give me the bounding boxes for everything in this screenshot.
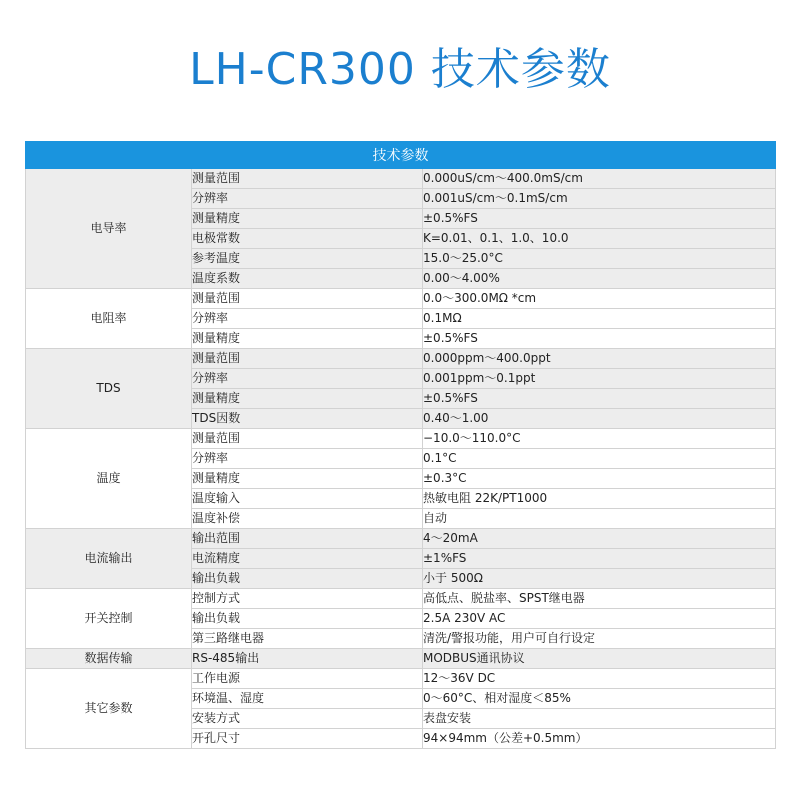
category-cell: 温度	[26, 429, 192, 529]
spec-table	[25, 141, 776, 749]
table-row	[26, 349, 776, 369]
category-cell: 开关控制	[26, 589, 192, 649]
parameter-value: 2.5A 230V AC	[423, 609, 776, 629]
parameter-value: 自动	[423, 509, 776, 529]
parameter-value: 清洗/警报功能，用户可自行设定	[423, 629, 776, 649]
parameter-value: 15.0～25.0°C	[423, 249, 776, 269]
parameter-name: 温度补偿	[192, 509, 423, 529]
page-title: LH-CR300 技术参数	[189, 44, 611, 95]
category-cell: 其它参数	[26, 669, 192, 749]
parameter-name: 分辨率	[192, 189, 423, 209]
parameter-value: 0.1MΩ	[423, 309, 776, 329]
parameter-value: 0.0～300.0MΩ *cm	[423, 289, 776, 309]
parameter-name: 分辨率	[192, 449, 423, 469]
parameter-name: 电极常数	[192, 229, 423, 249]
parameter-name: 温度输入	[192, 489, 423, 509]
parameter-name: 输出负载	[192, 609, 423, 629]
parameter-value: 0.00～4.00%	[423, 269, 776, 289]
parameter-name: 测量精度	[192, 209, 423, 229]
category-cell: 电流输出	[26, 529, 192, 589]
parameter-value: 热敏电阻 22K/PT1000	[423, 489, 776, 509]
table-header: 技术参数	[26, 142, 776, 169]
parameter-name: 测量精度	[192, 469, 423, 489]
parameter-name: 输出范围	[192, 529, 423, 549]
parameter-name: 第三路继电器	[192, 629, 423, 649]
parameter-name: 控制方式	[192, 589, 423, 609]
category-cell: 数据传输	[26, 649, 192, 669]
table-row	[26, 529, 776, 549]
parameter-name: 环境温、湿度	[192, 689, 423, 709]
parameter-value: 0.40～1.00	[423, 409, 776, 429]
table-row	[26, 589, 776, 609]
parameter-name: 开孔尺寸	[192, 729, 423, 749]
parameter-value: 0.1°C	[423, 449, 776, 469]
parameter-value: ±0.5%FS	[423, 209, 776, 229]
category-cell: 电导率	[26, 169, 192, 289]
parameter-value: ±0.3°C	[423, 469, 776, 489]
parameter-value: 4～20mA	[423, 529, 776, 549]
table-row	[26, 169, 776, 189]
parameter-name: 温度系数	[192, 269, 423, 289]
parameter-value: ±0.5%FS	[423, 329, 776, 349]
parameter-name: 电流精度	[192, 549, 423, 569]
parameter-value: MODBUS通讯协议	[423, 649, 776, 669]
parameter-value: 0～60°C、相对湿度＜85%	[423, 689, 776, 709]
spec-table-body	[26, 169, 776, 749]
parameter-value: 0.000ppm～400.0ppt	[423, 349, 776, 369]
parameter-value: 小于 500Ω	[423, 569, 776, 589]
category-cell: 电阻率	[26, 289, 192, 349]
parameter-name: RS-485输出	[192, 649, 423, 669]
parameter-value: 0.001uS/cm～0.1mS/cm	[423, 189, 776, 209]
parameter-name: 测量精度	[192, 329, 423, 349]
parameter-value: 高低点、脱盐率、SPST继电器	[423, 589, 776, 609]
parameter-value: 表盘安装	[423, 709, 776, 729]
parameter-value: 94×94mm（公差+0.5mm）	[423, 729, 776, 749]
parameter-name: 安装方式	[192, 709, 423, 729]
parameter-name: 分辨率	[192, 309, 423, 329]
table-row	[26, 669, 776, 689]
category-cell: TDS	[26, 349, 192, 429]
parameter-name: 测量范围	[192, 289, 423, 309]
parameter-value: 0.000uS/cm～400.0mS/cm	[423, 169, 776, 189]
parameter-name: 测量范围	[192, 169, 423, 189]
parameter-name: TDS因数	[192, 409, 423, 429]
parameter-value: ±1%FS	[423, 549, 776, 569]
parameter-value: ±0.5%FS	[423, 389, 776, 409]
parameter-value: 0.001ppm～0.1ppt	[423, 369, 776, 389]
parameter-name: 测量范围	[192, 349, 423, 369]
parameter-value: −10.0～110.0°C	[423, 429, 776, 449]
parameter-name: 测量精度	[192, 389, 423, 409]
parameter-name: 输出负载	[192, 569, 423, 589]
table-row	[26, 649, 776, 669]
parameter-name: 工作电源	[192, 669, 423, 689]
parameter-value: 12～36V DC	[423, 669, 776, 689]
parameter-name: 测量范围	[192, 429, 423, 449]
table-row	[26, 289, 776, 309]
parameter-name: 分辨率	[192, 369, 423, 389]
parameter-value: K=0.01、0.1、1.0、10.0	[423, 229, 776, 249]
parameter-name: 参考温度	[192, 249, 423, 269]
table-row	[26, 429, 776, 449]
